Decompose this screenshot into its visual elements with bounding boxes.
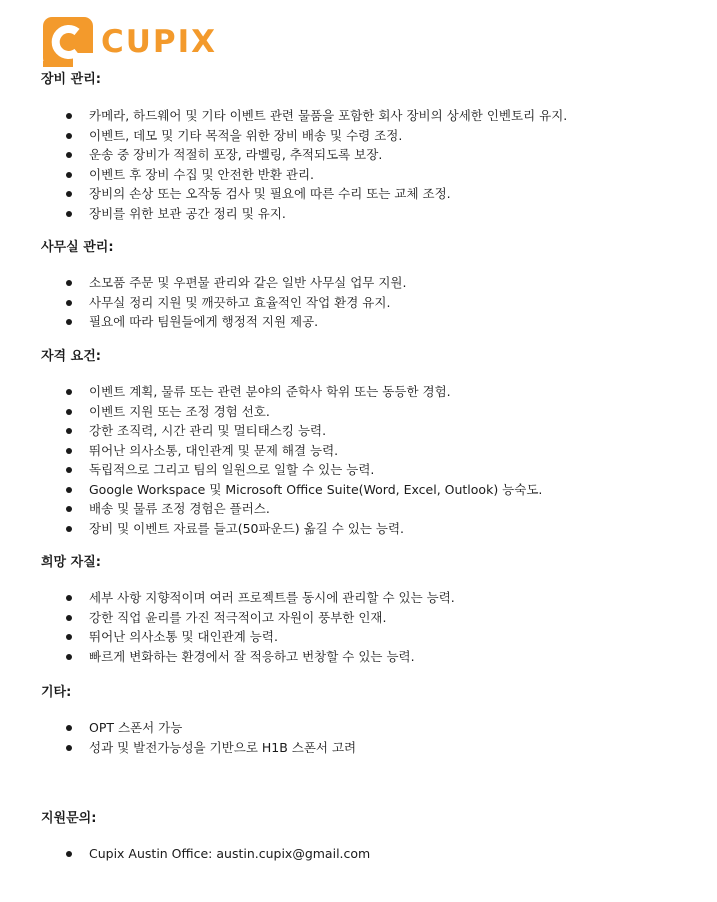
list-item: 장비 및 이벤트 자료를 들고(50파운드) 옮길 수 있는 능력. [41,519,542,539]
bullet-list [41,844,370,864]
section-title: 사무실 관리: [41,240,114,255]
list-item: 강한 조직력, 시간 관리 및 멀티태스킹 능력. [41,421,542,441]
list-item: 필요에 따라 팀원들에게 행정적 지원 제공. [41,312,406,332]
list-item: 이벤트 후 장비 수집 및 안전한 반환 관리. [41,165,567,185]
section-title: 기타: [41,685,72,700]
section-title: 희망 자질: [41,555,101,570]
list-item: 이벤트 계획, 물류 또는 관련 분야의 준학사 학위 또는 동등한 경험. [41,382,542,402]
section-title: 지원문의: [41,811,97,826]
list-item: 빠르게 변화하는 환경에서 잘 적응하고 번창할 수 있는 능력. [41,647,455,667]
list-item: 장비의 손상 또는 오작동 검사 및 필요에 따른 수리 또는 교체 조정. [41,184,567,204]
list-item: 세부 사항 지향적이며 여러 프로젝트를 동시에 관리할 수 있는 능력. [41,588,455,608]
list-item: 사무실 정리 지원 및 깨끗하고 효율적인 작업 환경 유지. [41,293,406,313]
section-other [41,683,356,757]
section-title: 장비 관리: [41,72,101,87]
list-item: 강한 직업 윤리를 가진 적극적이고 자원이 풍부한 인재. [41,608,455,628]
list-item: 장비를 위한 보관 공간 정리 및 유지. [41,204,567,224]
list-item: 운송 중 장비가 적절히 포장, 라벨링, 추적되도록 보장. [41,145,567,165]
list-item: 성과 및 발전가능성을 기반으로 H1B 스폰서 고려 [41,738,356,758]
section-office [41,238,406,332]
section-preferred [41,553,455,666]
section-contact [41,809,370,864]
cupix-logo-icon [43,17,93,67]
section-equipment [41,70,567,223]
list-item: Google Workspace 및 Microsoft Office Suite(Word, Excel, Outlook) 능숙도. [41,480,542,500]
bullet-list [41,106,567,223]
list-item: Cupix Austin Office: austin.cupix@gmail.com [41,844,370,864]
brand-name: CUPIX [101,24,218,60]
section-qualifications [41,347,542,538]
list-item: 카메라, 하드웨어 및 기타 이벤트 관련 물품을 포함한 회사 장비의 상세한 인벤토리 유지. [41,106,567,126]
cupix-logo [43,17,217,67]
section-title: 자격 요건: [41,349,101,364]
list-item: 이벤트, 데모 및 기타 목적을 위한 장비 배송 및 수령 조정. [41,126,567,146]
list-item: 소모품 주문 및 우편물 관리와 같은 일반 사무실 업무 지원. [41,273,406,293]
list-item: 독립적으로 그리고 팀의 일원으로 일할 수 있는 능력. [41,460,542,480]
bullet-list [41,588,455,666]
list-item: 배송 및 물류 조정 경험은 플러스. [41,499,542,519]
list-item: 뛰어난 의사소통 및 대인관계 능력. [41,627,455,647]
bullet-list [41,273,406,332]
list-item: 뛰어난 의사소통, 대인관계 및 문제 해결 능력. [41,441,542,461]
bullet-list [41,382,542,538]
list-item: OPT 스폰서 가능 [41,718,356,738]
bullet-list [41,718,356,757]
list-item: 이벤트 지원 또는 조정 경험 선호. [41,402,542,422]
